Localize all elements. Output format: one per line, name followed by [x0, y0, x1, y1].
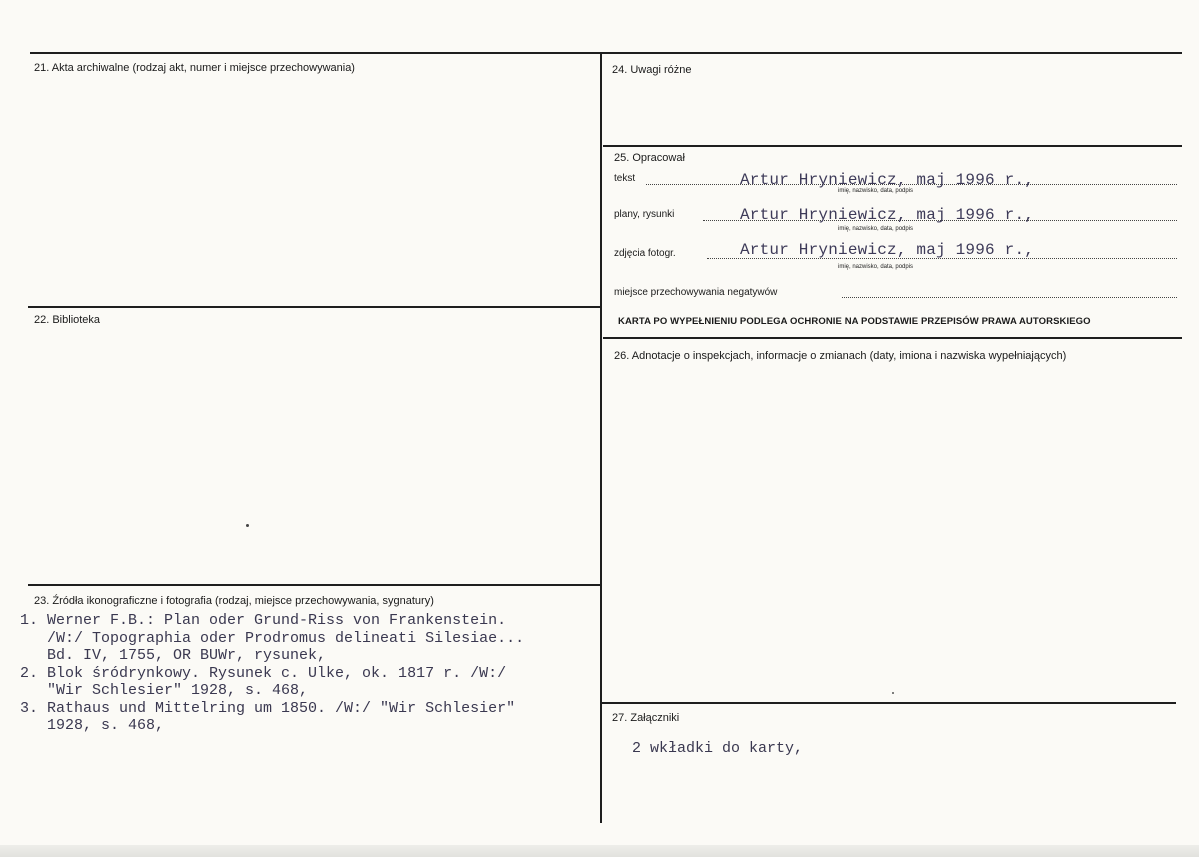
row-plans-value: Artur Hryniewicz, maj 1996 r., — [740, 206, 1035, 224]
divider-24-25 — [603, 145, 1182, 147]
section-24-label: 24. Uwagi różne — [612, 64, 692, 76]
section-23-entries — [20, 612, 524, 735]
section-27-label: 27. Załączniki — [612, 712, 680, 724]
entry-line: /W:/ Topographia oder Prodromus delineati Silesiae... — [20, 629, 525, 647]
entry-line: "Wir Schlesier" 1928, s. 468, — [20, 682, 309, 699]
row-text-label: tekst — [614, 173, 636, 184]
section-22-label: 22. Biblioteka — [34, 314, 101, 326]
section-21-label: 21. Akta archiwalne (rodzaj akt, numer i miejsce przechowywania) — [34, 62, 355, 74]
entry-line: 1. Werner F.B.: Plan oder Grund-Riss von Frankenstein. — [20, 612, 507, 629]
paper-speck — [246, 524, 249, 527]
section-23-label: 23. Źródła ikonograficzne i fotografia (rodzaj, miejsce przechowywania, sygnatury) — [34, 595, 434, 607]
page-edge-shadow — [0, 845, 1199, 857]
row-plans-label: plany, rysunki — [614, 209, 675, 220]
row-photos-value: Artur Hryniewicz, maj 1996 r., — [740, 241, 1035, 259]
row-text-caption: imię, nazwisko, data, podpis — [838, 188, 914, 194]
entry-line: Bd. IV, 1755, OR BUWr, rysunek, — [20, 647, 327, 664]
divider-21-22 — [28, 306, 601, 308]
attachments-value: 2 wkładki do karty, — [632, 740, 804, 757]
top-border — [30, 52, 1182, 54]
paper-speck — [892, 692, 894, 694]
divider-26-27 — [601, 702, 1176, 704]
row-text-value: Artur Hryniewicz, maj 1996 r., — [740, 171, 1035, 189]
entry-line: 3. Rathaus und Mittelring um 1850. /W:/ "Wir Schlesier" — [20, 699, 516, 717]
negatives-label: miejsce przechowywania negatywów — [614, 287, 778, 298]
entry-line: 1928, s. 468, — [20, 717, 165, 734]
row-photos-caption: imię, nazwisko, data, podpis — [838, 264, 914, 270]
divider-22-23 — [28, 584, 601, 586]
entry-line: 2. Blok śródrynkowy. Rysunek c. Ulke, ok. 1817 r. /W:/ — [20, 664, 507, 682]
center-divider — [600, 53, 602, 823]
section-25-label: 25. Opracował — [614, 152, 685, 164]
divider-25-26 — [603, 337, 1182, 339]
section-26-label: 26. Adnotacje o inspekcjach, informacje o zmianach (daty, imiona i nazwiska wypełniających) — [614, 350, 1067, 362]
negatives-line — [842, 297, 1177, 298]
row-photos-label: zdjęcia fotogr. — [614, 248, 676, 259]
copyright-notice: KARTA PO WYPEŁNIENIU PODLEGA OCHRONIE NA PODSTAWIE PRZEPISÓW PRAWA AUTORSKIEGO — [618, 316, 1091, 327]
row-plans-caption: imię, nazwisko, data, podpis — [838, 226, 914, 232]
